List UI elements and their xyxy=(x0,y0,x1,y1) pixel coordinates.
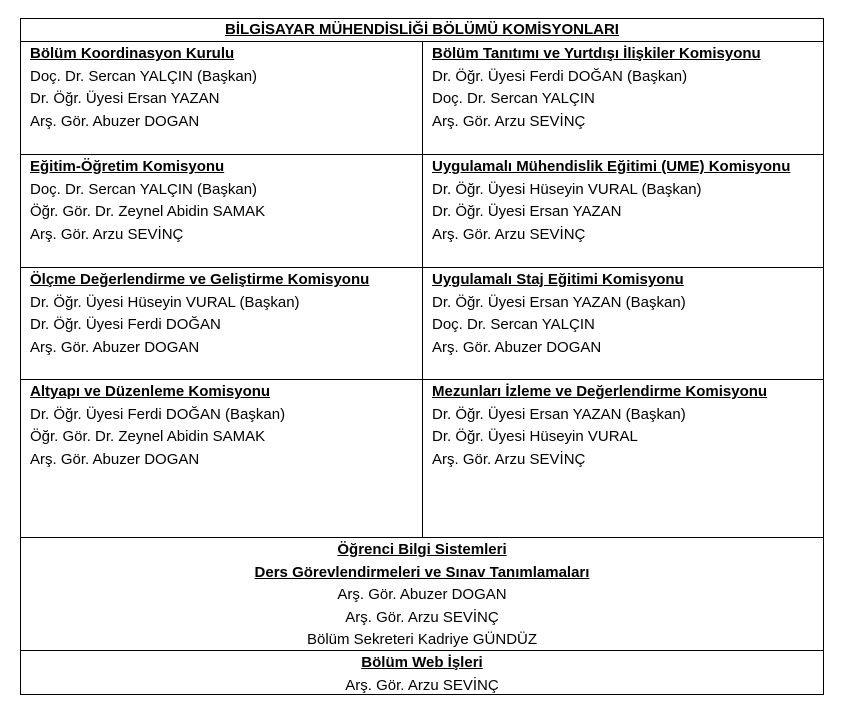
committee-member: Dr. Öğr. Üyesi Ersan YAZAN xyxy=(30,90,220,108)
committee-cell xyxy=(30,269,420,359)
committee-member: Doç. Dr. Sercan YALÇIN xyxy=(432,90,595,108)
committee-member: Arş. Gör. Abuzer DOGAN xyxy=(432,338,602,356)
committee-member: Arş. Gör. Arzu SEVİNÇ xyxy=(432,450,586,468)
committee-member: Dr. Öğr. Üyesi Ersan YAZAN (Başkan) xyxy=(432,405,686,423)
committee-member: Arş. Gör. Arzu SEVİNÇ xyxy=(432,225,586,243)
committee-member: Dr. Öğr. Üyesi Hüseyin VURAL xyxy=(432,428,638,446)
committee-cell xyxy=(30,156,420,246)
section-member: Bölüm Sekreteri Kadriye GÜNDÜZ xyxy=(306,631,538,649)
committee-member: Öğr. Gör. Dr. Zeynel Abidin SAMAK xyxy=(30,428,266,446)
committee-cell xyxy=(30,381,420,471)
committee-title: Altyapı ve Düzenleme Komisyonu xyxy=(30,383,271,400)
section-member: Arş. Gör. Arzu SEVİNÇ xyxy=(345,676,499,694)
committee-member: Dr. Öğr. Üyesi Ersan YAZAN xyxy=(432,203,622,221)
committee-title: Mezunları İzleme ve Değerlendirme Komisyonu xyxy=(432,383,768,400)
document-title: BİLGİSAYAR MÜHENDİSLİĞİ BÖLÜMÜ KOMİSYONLARI xyxy=(225,21,619,38)
committee-member: Dr. Öğr. Üyesi Ferdi DOĞAN (Başkan) xyxy=(432,67,688,85)
committee-member: Doç. Dr. Sercan YALÇIN xyxy=(432,316,595,334)
committee-title: Eğitim-Öğretim Komisyonu xyxy=(30,158,225,175)
table-divider xyxy=(20,537,824,538)
section-member: Arş. Gör. Arzu SEVİNÇ xyxy=(345,608,499,626)
section-title: Öğrenci Bilgi Sistemleri xyxy=(337,541,507,558)
committee-cell xyxy=(432,381,822,471)
committee-member: Arş. Gör. Arzu SEVİNÇ xyxy=(432,112,586,130)
committee-title: Uygulamalı Mühendislik Eğitimi (UME) Komisyonu xyxy=(432,158,791,175)
committee-cell xyxy=(30,43,420,133)
committee-title: Uygulamalı Staj Eğitimi Komisyonu xyxy=(432,271,684,288)
committee-member: Arş. Gör. Abuzer DOGAN xyxy=(30,338,200,356)
committee-cell xyxy=(432,269,822,359)
column-divider xyxy=(422,41,423,537)
committee-member: Arş. Gör. Arzu SEVİNÇ xyxy=(30,225,184,243)
committee-member: Doç. Dr. Sercan YALÇIN (Başkan) xyxy=(30,180,258,198)
committee-title: Ölçme Değerlendirme ve Geliştirme Komisyonu xyxy=(30,271,370,288)
committee-member: Dr. Öğr. Üyesi Ferdi DOĞAN xyxy=(30,316,221,334)
committee-title: Bölüm Tanıtımı ve Yurtdışı İlişkiler Komisyonu xyxy=(432,45,761,62)
committee-member: Arş. Gör. Abuzer DOGAN xyxy=(30,112,200,130)
committee-cell xyxy=(432,43,822,133)
section-title: Bölüm Web İşleri xyxy=(361,654,483,671)
committee-member: Doç. Dr. Sercan YALÇIN (Başkan) xyxy=(30,67,258,85)
section-title: Ders Görevlendirmeleri ve Sınav Tanımlamaları xyxy=(254,563,590,581)
committee-member: Dr. Öğr. Üyesi Hüseyin VURAL (Başkan) xyxy=(432,180,702,198)
committee-cell xyxy=(432,156,822,246)
obs-section xyxy=(20,539,824,652)
committee-member: Öğr. Gör. Dr. Zeynel Abidin SAMAK xyxy=(30,203,266,221)
committee-title: Bölüm Koordinasyon Kurulu xyxy=(30,45,235,62)
committee-member: Dr. Öğr. Üyesi Hüseyin VURAL (Başkan) xyxy=(30,293,300,311)
section-member: Arş. Gör. Abuzer DOGAN xyxy=(337,586,507,604)
committee-member: Dr. Öğr. Üyesi Ersan YAZAN (Başkan) xyxy=(432,293,686,311)
web-section xyxy=(20,652,824,697)
committee-member: Dr. Öğr. Üyesi Ferdi DOĞAN (Başkan) xyxy=(30,405,286,423)
committee-member: Arş. Gör. Abuzer DOGAN xyxy=(30,450,200,468)
